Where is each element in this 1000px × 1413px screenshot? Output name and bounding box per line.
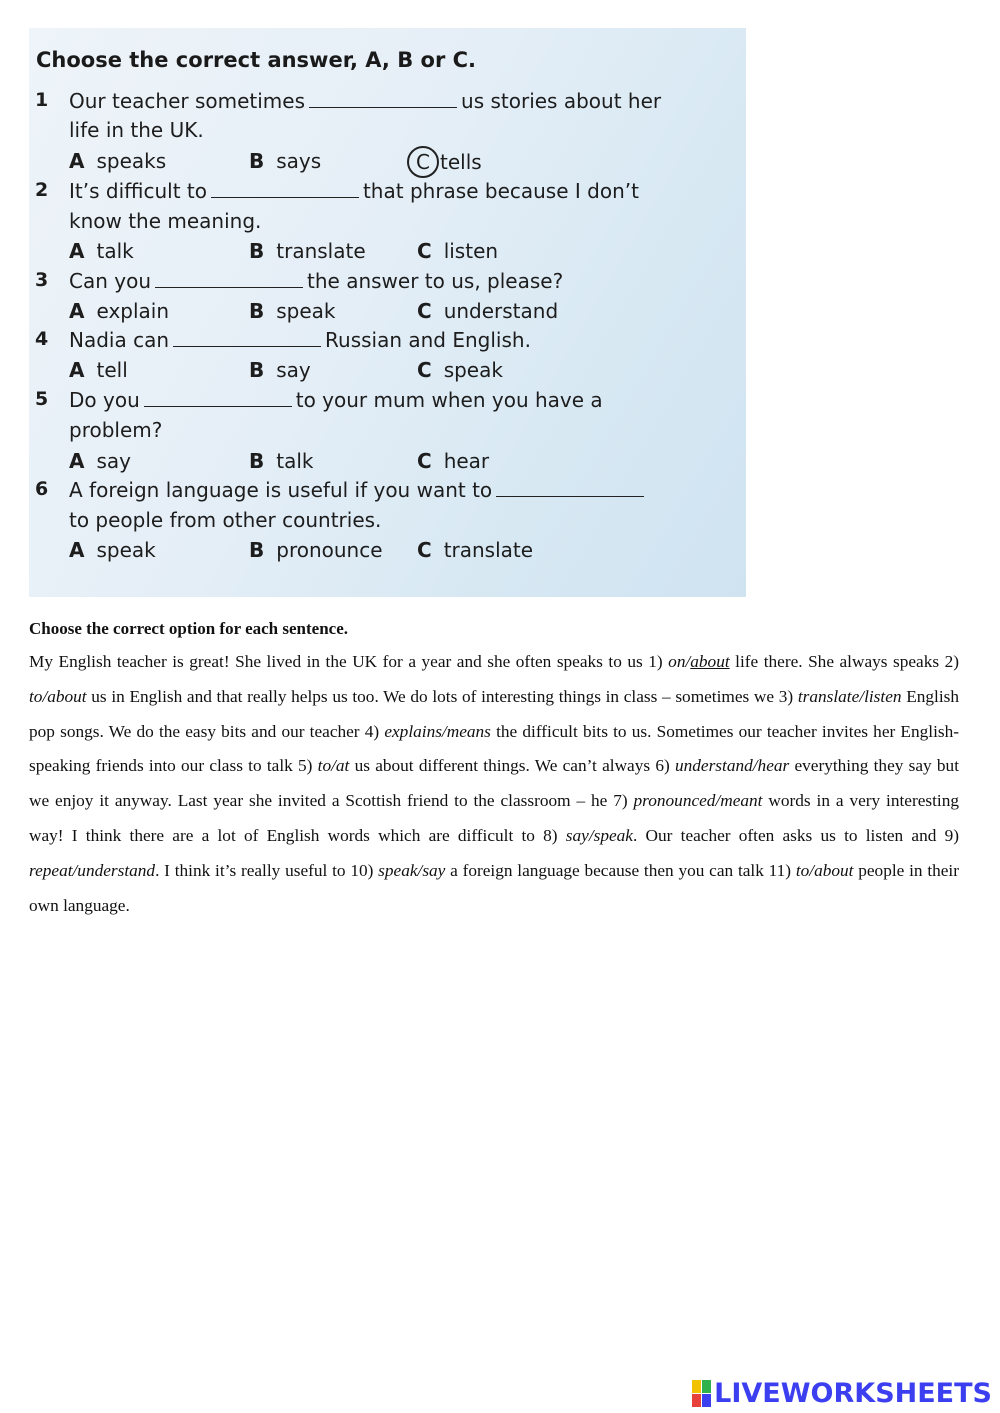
choice-9: repeat/understand [29,860,156,880]
question-text-line2: know the meaning. [69,209,262,233]
option-b: B translate [249,239,366,263]
option-b: B say [249,358,311,382]
option-b: B says [249,149,322,173]
option-a: A explain [69,299,170,323]
exercise-title: Choose the correct answer, A, B or C. [36,48,476,72]
exercise-panel [29,28,746,597]
choice-5: to/at [317,756,350,776]
option-b: B talk [249,449,314,473]
answer-blank [173,332,321,347]
brand-name: LIVEWORKSHEETS [714,1378,992,1409]
question-text: Our teacher sometimes us stories about her [69,89,662,113]
question-text: Do you to your mum when you have a [69,388,603,412]
option-c-circled: C tells [415,146,482,178]
answer-blank [144,392,292,407]
question-text-line2: to people from other countries. [69,508,382,532]
question-number: 4 [35,328,49,350]
paragraph: My English teacher is great! She lived in the UK for a year and she often speaks to us 1) on/about life there. She always speaks 2) to/about us in English and that really helps us too. We do lots of interesting things in class – sometimes we 3) translate/listen English pop songs. We do the easy bits and our teacher 4) explains/means the difficult bits to us. Sometimes our teacher invites her English-speaking friends into our class to talk 5) to/at us about different things. We can’t always 6) understand/hear everything they say but we enjoy it anyway. Last year she invited a Scottish friend to the classroom – he 7) pronounced/meant words in a very interesting way! I think there are a lot of English words which are difficult to 8) say/speak. Our teacher often asks us to listen and 9) repeat/understand. I think it’s really useful to 10) speak/say a foreign language because then you can talk 11) to/about people in their own language. [29,652,960,915]
question-text: It’s difficult to that phrase because I don’t [69,179,639,203]
option-c: C translate [417,538,534,562]
question-text-line2: problem? [69,418,163,442]
answer-blank [309,93,457,108]
option-a: A speaks [69,149,167,173]
question-text: Nadia can Russian and English. [69,328,531,352]
choice-4: explains/means [384,721,491,741]
choice-1-selected: about [690,652,730,671]
choice-1: on/ [668,652,691,671]
brand-logo [692,1378,992,1409]
logo-square-yellow [692,1380,701,1393]
option-c: C understand [417,299,559,323]
option-b: B pronounce [249,538,383,562]
answer-blank [496,482,644,497]
brand-icon [692,1380,711,1407]
question-text: Can you the answer to us, please? [69,269,564,293]
question-number: 5 [35,388,49,410]
question-text: A foreign language is useful if you want to [69,478,648,502]
choice-11: to/about [795,860,854,880]
answer-blank [155,273,303,288]
option-a: A talk [69,239,134,263]
logo-square-green [702,1380,711,1393]
choice-6: understand/hear [674,756,790,776]
question-number: 3 [35,269,49,291]
option-c: C listen [417,239,499,263]
option-c: C hear [417,449,490,473]
choice-10: speak/say [378,860,446,880]
option-a: A say [69,449,131,473]
question-number: 6 [35,478,49,500]
option-a: A tell [69,358,128,382]
option-b: B speak [249,299,336,323]
choice-2: to/about [29,686,87,706]
section-heading: Choose the correct option for each sentence. [29,619,348,638]
choice-3: translate/listen [797,686,902,706]
option-a: A speak [69,538,156,562]
choice-8: say/speak [565,825,633,845]
option-c: C speak [417,358,503,382]
question-number: 1 [35,89,49,111]
question-number: 2 [35,179,49,201]
choice-7: pronounced/meant [633,791,763,811]
logo-square-blue [702,1394,711,1407]
answer-blank [211,183,359,198]
logo-square-red [692,1394,701,1407]
question-text-line2: life in the UK. [69,118,204,142]
circled-letter: C [407,146,439,178]
